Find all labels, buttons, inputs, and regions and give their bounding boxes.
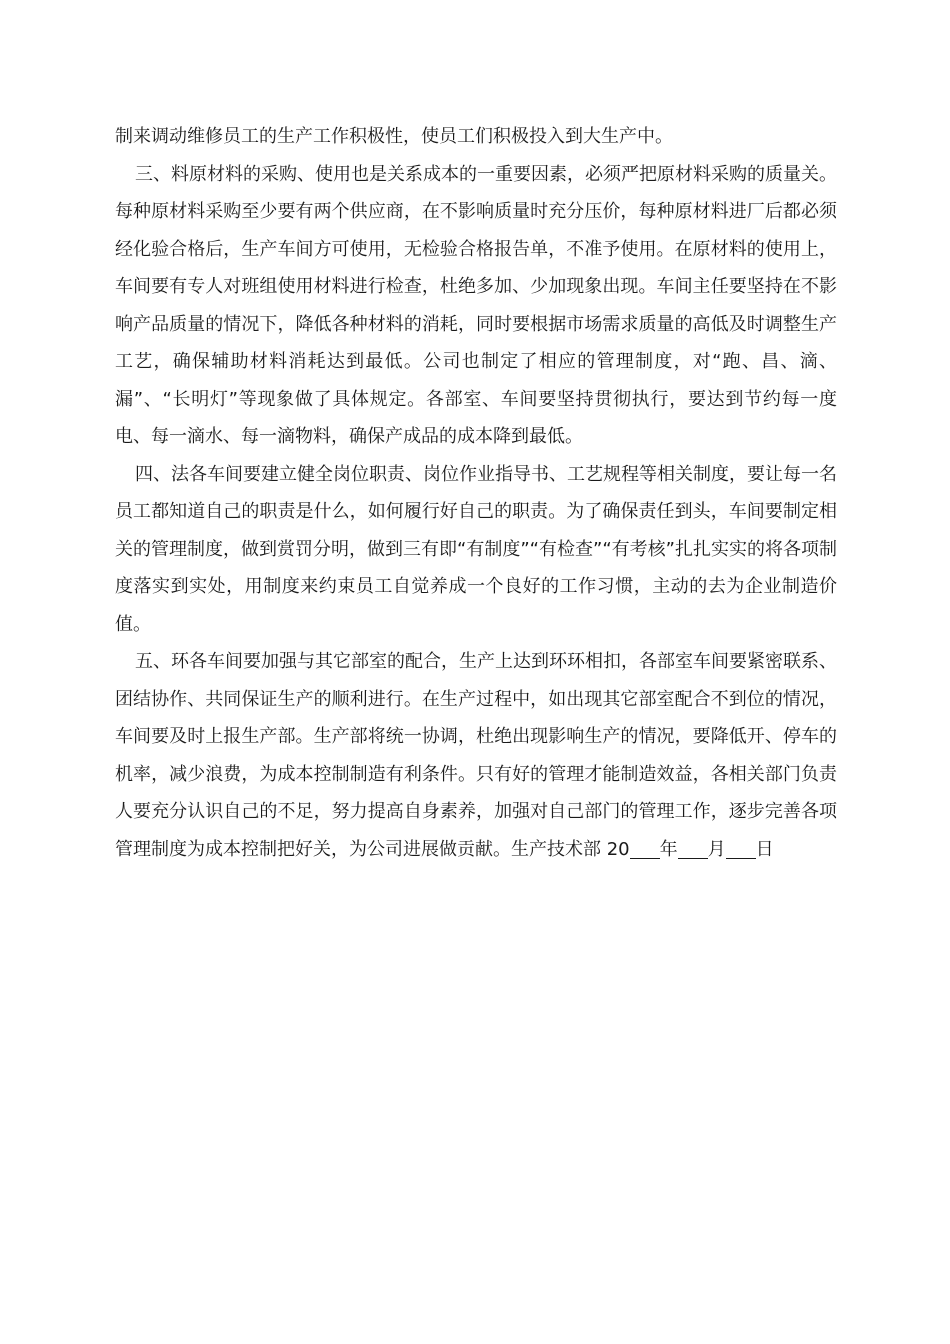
- paragraph-environment-text: 五、环各车间要加强与其它部室的配合，生产上达到环环相扣，各部室车间要紧密联系、团结协作、共同保证生产的顺利进行。在生产过程中，如出现其它部室配合不到位的情况，车间要及时上报生产部。生产部将统一协调，杜绝出现影响生产的情况，要降低开、停车的机率，减少浪费，为成本控制制造有利条件。只有好的管理才能制造效益，各相关部门负责人要充分认识自己的不足，努力提高自身素养，加强对自己部门的管理工作，逐步完善各项管理制度为成本控制把好关，为公司进展做贡献。: [115, 651, 837, 860]
- day-blank: [726, 836, 756, 859]
- paragraph-continuation: 制来调动维修员工的生产工作积极性，使员工们积极投入到大生产中。: [115, 126, 673, 147]
- signature-day-char: 日: [755, 838, 774, 860]
- paragraph-methods: 四、法各车间要建立健全岗位职责、岗位作业指导书、工艺规程等相关制度，要让每一名员工都知道自己的职责是什么，如何履行好自己的职责。为了确保责任到头，车间要制定相关的管理制度，做到赏罚分明，做到三有即“有制度”“有检查”“有考核”扎扎实实的将各项制度落实到实处，用制度来约束员工自觉养成一个良好的工作习惯，主动的去为企业制造价值。: [115, 463, 837, 635]
- year-blank: [630, 836, 660, 859]
- paragraph-environment: [115, 643, 837, 868]
- paragraph-materials: 三、料原材料的采购、使用也是关系成本的一重要因素，必须严把原材料采购的质量关。每种原材料采购至少要有两个供应商，在不影响质量时充分压价，每种原材料进厂后都必须经化验合格后，生产车间方可使用，无检验合格报告单，不准予使用。在原材料的使用上，车间要有专人对班组使用材料进行检查，杜绝多加、少加现象出现。车间主任要坚持在不影响产品质量的情况下，降低各种材料的消耗，同时要根据市场需求质量的高低及时调整生产工艺，确保辅助材料消耗达到最低。公司也制定了相应的管理制度，对“跑、昌、滴、漏”、“长明灯”等现象做了具体规定。各部室、车间要坚持贯彻执行，要达到节约每一度电、每一滴水、每一滴物料，确保产成品的成本降到最低。: [115, 163, 837, 447]
- signature-line: [511, 839, 774, 860]
- month-blank: [678, 836, 708, 859]
- document-body: [115, 118, 837, 868]
- signature-year-char: 年: [659, 838, 678, 860]
- signature-department: 生产技术部: [511, 838, 601, 860]
- signature-month-char: 月: [707, 838, 726, 860]
- signature-year-prefix: 20: [606, 838, 630, 860]
